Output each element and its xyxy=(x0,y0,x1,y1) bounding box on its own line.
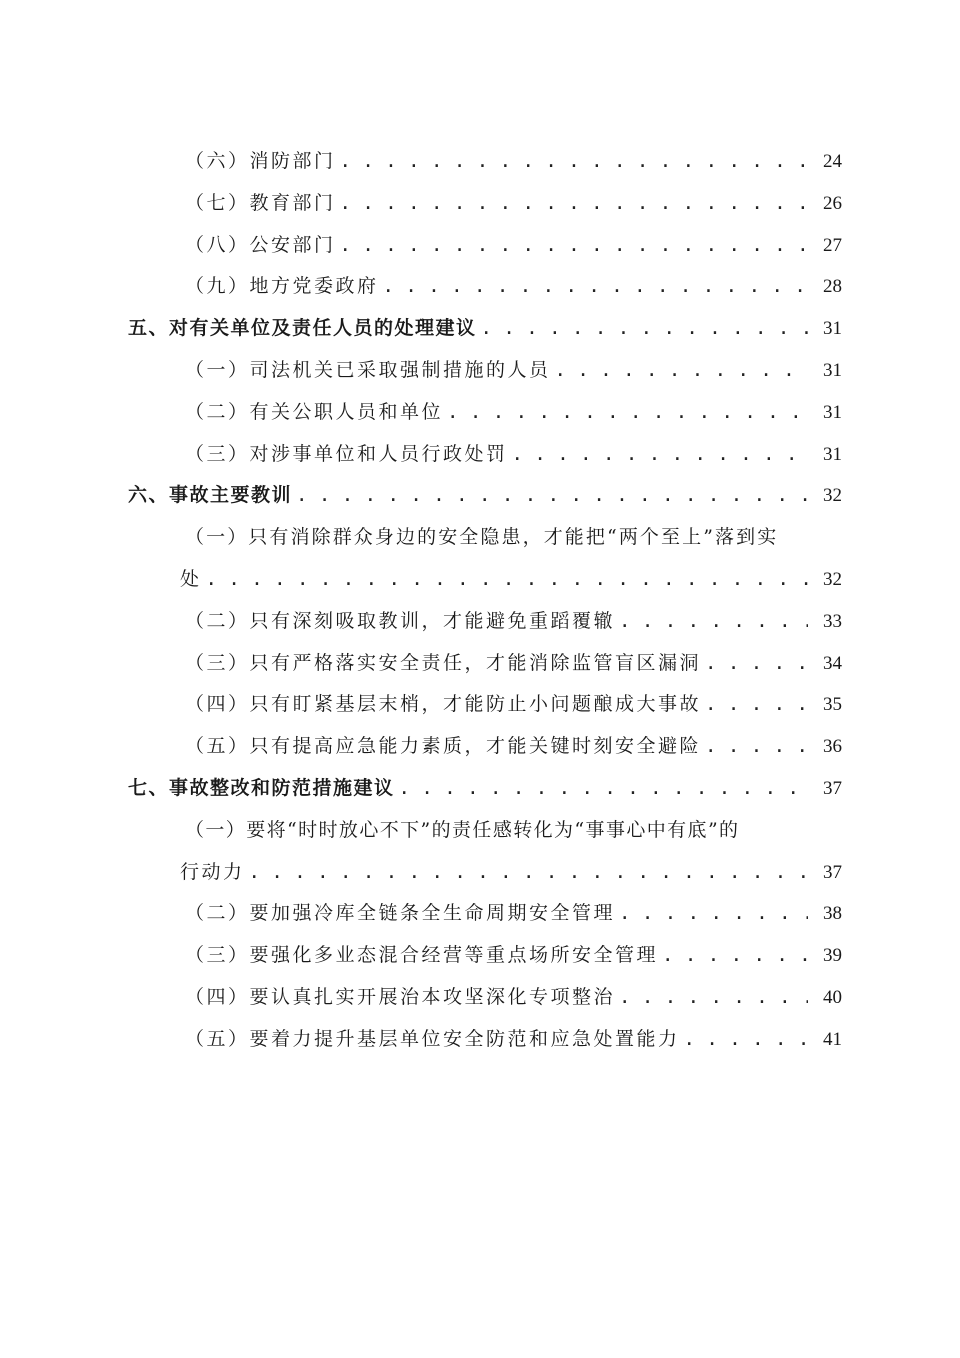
dot-leader xyxy=(684,1019,808,1061)
toc-page-number: 34 xyxy=(823,652,842,674)
toc-page-number: 33 xyxy=(823,610,842,632)
toc-entry-first-line[interactable] xyxy=(128,517,842,559)
toc-entry-title: （五）只有提高应急能力素质，才能关键时刻安全避险 xyxy=(185,735,702,758)
dot-leader xyxy=(206,559,808,601)
toc-entry-title: 六、事故主要教训 xyxy=(128,484,293,507)
toc-section-heading[interactable] xyxy=(128,475,842,517)
toc-page-number: 26 xyxy=(823,192,842,214)
toc-page-number: 37 xyxy=(823,777,842,799)
toc-entry[interactable] xyxy=(128,225,842,267)
toc-entry-title: （四）要认真扎实开展治本攻坚深化专项整治 xyxy=(185,985,616,1008)
toc-entry[interactable] xyxy=(128,977,842,1019)
toc-entry-title-continued: 处 xyxy=(180,567,202,590)
table-of-contents xyxy=(128,141,842,1061)
toc-page-number: 35 xyxy=(823,694,842,716)
toc-entry[interactable] xyxy=(128,392,842,434)
toc-entry-title-continued: 行动力 xyxy=(180,860,245,883)
toc-entry-title: （二）只有深刻吸取教训，才能避免重蹈覆辙 xyxy=(185,609,616,632)
toc-entry[interactable] xyxy=(128,266,842,308)
toc-entry-title: 七、事故整改和防范措施建议 xyxy=(128,776,395,799)
toc-section-heading[interactable] xyxy=(128,768,842,810)
toc-entry-title: （二）要加强冷库全链条全生命周期安全管理 xyxy=(185,902,616,925)
dot-leader xyxy=(705,684,808,726)
toc-page-number: 32 xyxy=(823,568,842,590)
dot-leader xyxy=(296,475,808,517)
toc-entry-title: （三）只有严格落实安全责任，才能消除监管盲区漏洞 xyxy=(185,651,702,674)
dot-leader xyxy=(340,183,808,225)
toc-page-number: 39 xyxy=(823,945,842,967)
dot-leader xyxy=(447,392,808,434)
dot-leader xyxy=(555,350,808,392)
toc-entry-first-line[interactable] xyxy=(128,810,842,852)
toc-entry-title: （一）要将“时时放心不下”的责任感转化为“事事心中有底”的 xyxy=(185,818,740,841)
dot-leader xyxy=(662,935,808,977)
toc-entry[interactable] xyxy=(128,183,842,225)
toc-entry-title: （一）司法机关已采取强制措施的人员 xyxy=(185,358,551,381)
toc-entry[interactable] xyxy=(128,935,842,977)
toc-entry-title: 五、对有关单位及责任人员的处理建议 xyxy=(128,317,477,340)
toc-entry-title: （三）要强化多业态混合经营等重点场所安全管理 xyxy=(185,944,659,967)
toc-entry-title: （七）教育部门 xyxy=(185,191,336,214)
toc-page-number: 31 xyxy=(823,318,842,340)
toc-entry-title: （四）只有盯紧基层末梢，才能防止小问题酿成大事故 xyxy=(185,693,702,716)
toc-page-number: 37 xyxy=(823,861,842,883)
dot-leader xyxy=(340,141,808,183)
toc-entry[interactable] xyxy=(128,601,842,643)
dot-leader xyxy=(340,225,808,267)
toc-entry-title: （五）要着力提升基层单位安全防范和应急处置能力 xyxy=(185,1027,680,1050)
toc-entry-title: （二）有关公职人员和单位 xyxy=(185,400,444,423)
dot-leader xyxy=(619,601,808,643)
dot-leader xyxy=(383,266,808,308)
dot-leader xyxy=(249,852,808,894)
dot-leader xyxy=(705,643,808,685)
toc-entry[interactable] xyxy=(128,141,842,183)
toc-page-number: 32 xyxy=(823,485,842,507)
toc-page-number: 24 xyxy=(823,151,842,172)
toc-entry-title: （八）公安部门 xyxy=(185,233,336,256)
toc-page-number: 38 xyxy=(823,903,842,925)
toc-entry[interactable] xyxy=(128,893,842,935)
toc-page-number: 31 xyxy=(823,401,842,423)
toc-entry-title: （一）只有消除群众身边的安全隐患，才能把“两个至上”落到实 xyxy=(185,526,779,549)
toc-entry-title: （九）地方党委政府 xyxy=(185,275,379,298)
toc-entry[interactable] xyxy=(128,350,842,392)
dot-leader xyxy=(512,434,808,476)
dot-leader xyxy=(399,768,808,810)
toc-entry-continuation[interactable] xyxy=(128,559,842,601)
toc-page-number: 27 xyxy=(823,234,842,256)
toc-entry[interactable] xyxy=(128,726,842,768)
dot-leader xyxy=(481,308,808,350)
toc-page-number: 40 xyxy=(823,986,842,1008)
toc-page-number: 36 xyxy=(823,736,842,758)
toc-entry-title: （六）消防部门 xyxy=(185,150,336,172)
toc-entry-title: （三）对涉事单位和人员行政处罚 xyxy=(185,442,508,465)
toc-entry[interactable] xyxy=(128,1019,842,1061)
dot-leader xyxy=(619,893,808,935)
dot-leader xyxy=(705,726,808,768)
toc-entry[interactable] xyxy=(128,684,842,726)
toc-page-number: 31 xyxy=(823,443,842,465)
toc-page-number: 28 xyxy=(823,276,842,298)
toc-section-heading[interactable] xyxy=(128,308,842,350)
dot-leader xyxy=(619,977,808,1019)
toc-entry-continuation[interactable] xyxy=(128,852,842,894)
toc-page-number: 31 xyxy=(823,359,842,381)
toc-page-number: 41 xyxy=(823,1028,842,1050)
toc-entry[interactable] xyxy=(128,434,842,476)
toc-entry[interactable] xyxy=(128,643,842,685)
